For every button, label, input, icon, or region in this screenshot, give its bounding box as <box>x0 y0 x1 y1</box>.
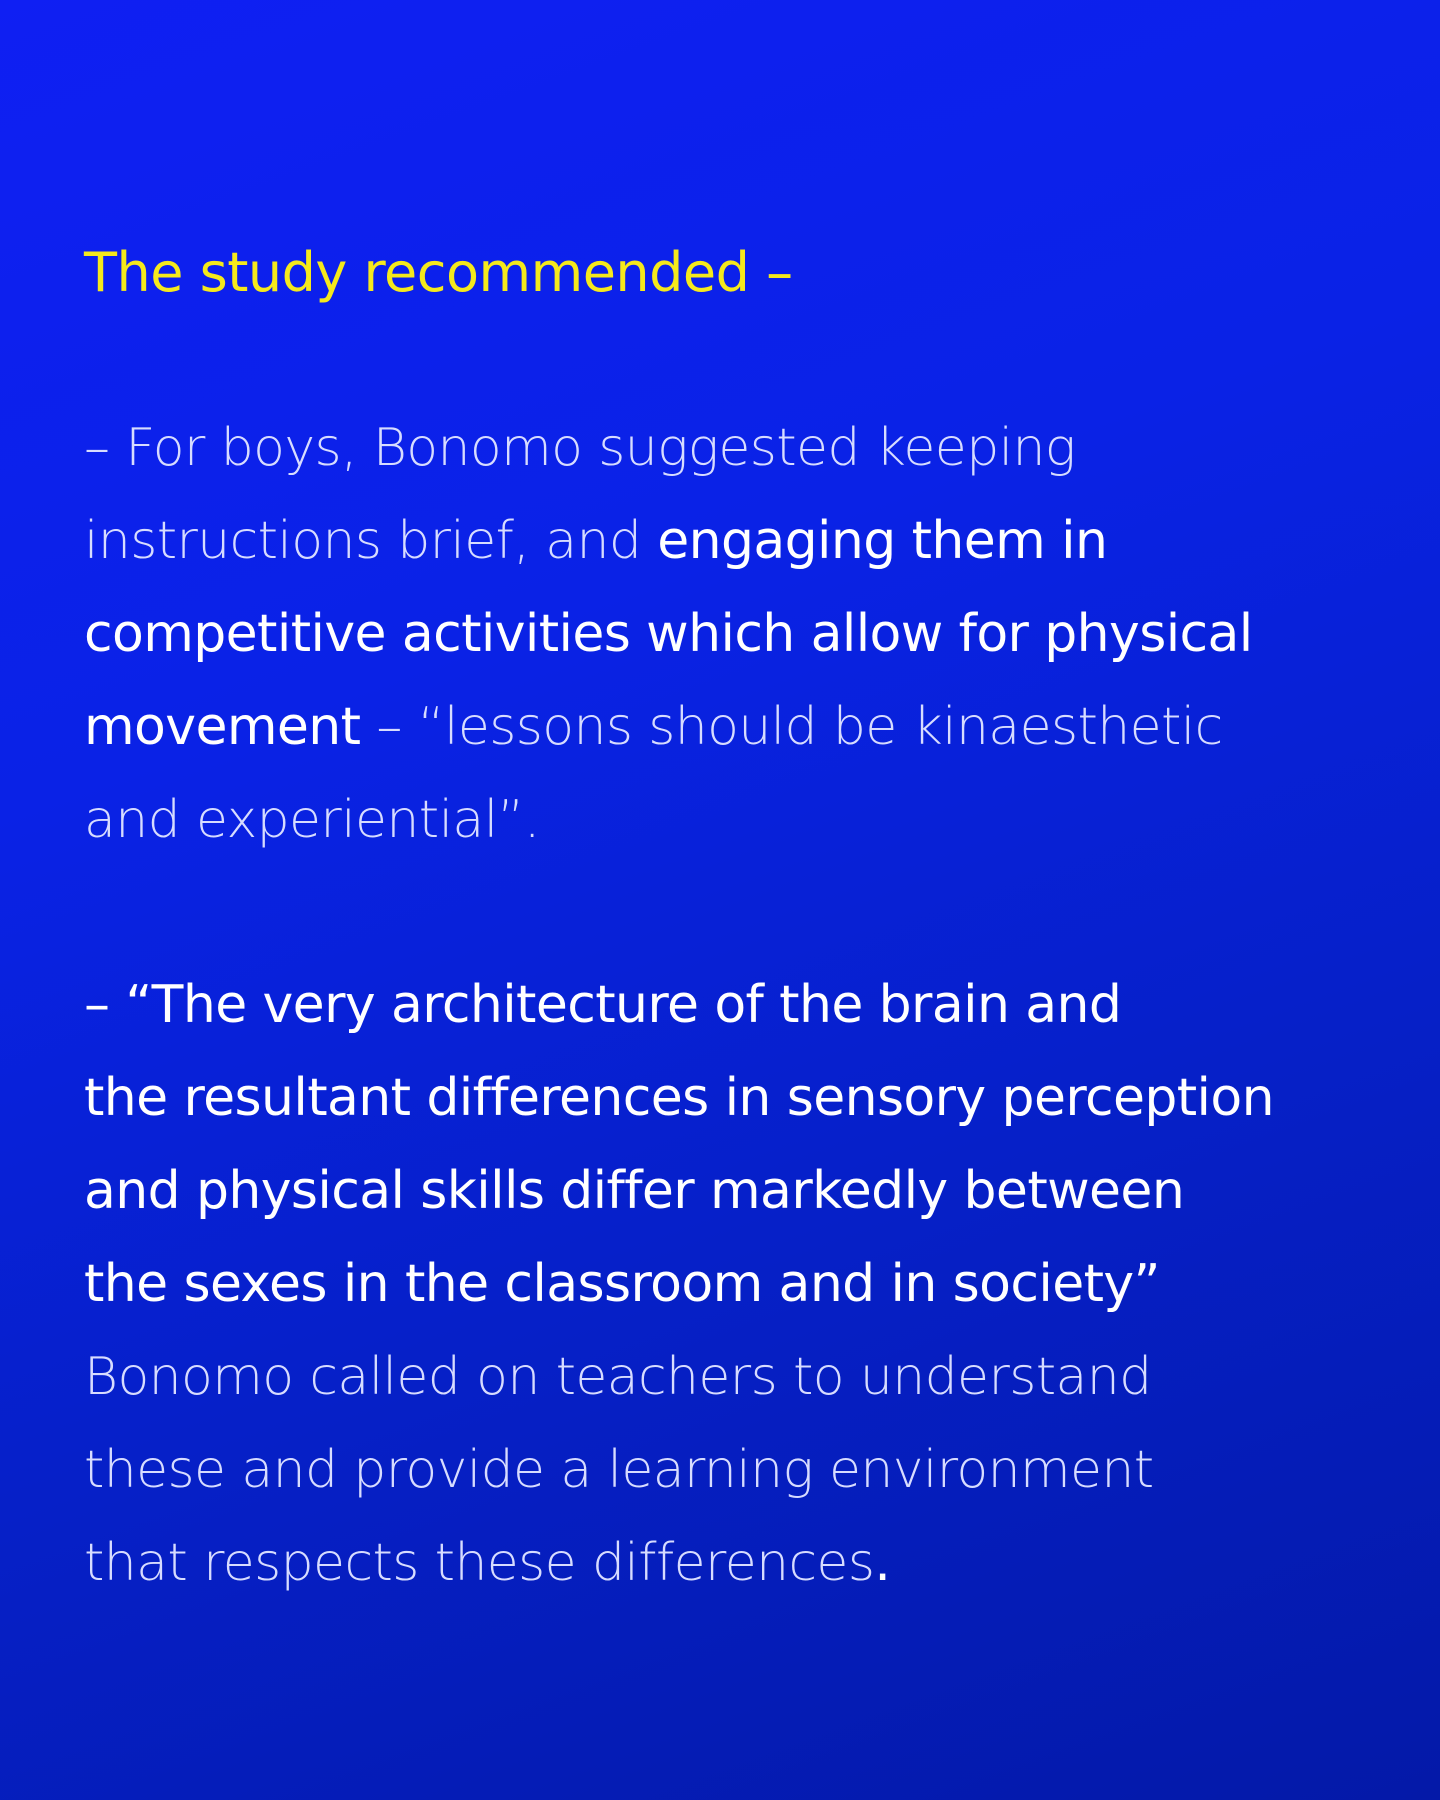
text-segment-light: that respects these differences <box>84 1533 875 1593</box>
quote-line: the resultant differences in sensory perception <box>84 1068 1274 1128</box>
quote-line: and physical skills differ markedly between <box>84 1161 1185 1221</box>
text-segment-light: – “lessons should be kinaesthetic <box>360 697 1223 757</box>
paragraph-line <box>84 495 1384 588</box>
paragraph-line <box>84 681 1384 774</box>
paragraph-line: – For boys, Bonomo suggested keeping <box>84 418 1076 478</box>
text-segment-light: instructions brief, and <box>84 511 658 571</box>
paragraph-line: competitive activities which allow for physical <box>84 604 1253 664</box>
quote-line: – “The very architecture of the brain and <box>84 975 1122 1035</box>
paragraph-brain-architecture <box>84 959 1384 1610</box>
text-segment-bright: movement <box>84 697 361 757</box>
paragraph-line: these and provide a learning environment <box>84 1440 1154 1500</box>
quote-line: the sexes in the classroom and in society” <box>84 1254 1160 1314</box>
paragraph-line <box>84 1517 1384 1610</box>
paragraph-line: and experiential”. <box>84 790 540 850</box>
paragraph-boys <box>84 402 1384 867</box>
text-segment-bright: engaging them in <box>657 511 1108 571</box>
paragraph-line: Bonomo called on teachers to understand <box>84 1347 1152 1407</box>
content-card <box>84 238 1384 1610</box>
section-heading: The study recommended – <box>84 241 793 304</box>
text-segment-bright: . <box>874 1533 891 1593</box>
